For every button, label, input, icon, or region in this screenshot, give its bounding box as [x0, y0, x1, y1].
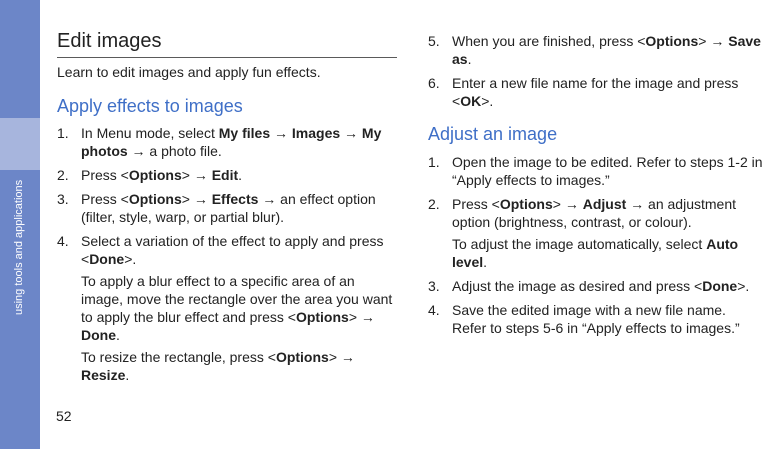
menu-term: Auto level [452, 236, 739, 270]
apply-effects-steps-continued [428, 32, 763, 116]
softkey-term: Done [702, 278, 738, 294]
menu-term: My files [218, 125, 271, 141]
note-text: To apply a blur effect to a specific area of an image, move the rectangle over the area you want to apply the blur effect and press < [81, 273, 393, 325]
note-text: To adjust the image automatically, select [452, 236, 707, 252]
softkey-term: Options [499, 196, 553, 212]
step-number: 3. [428, 278, 440, 294]
step-text: Adjust the image as desired and press < [452, 278, 703, 294]
note-text: . [116, 327, 120, 343]
step-text: → a photo file. [127, 143, 222, 159]
step-item [428, 74, 763, 110]
note-text: . [125, 367, 130, 383]
section-title-adjust-image: Adjust an image [428, 124, 558, 144]
step-item [57, 232, 397, 384]
chapter-label: using tools and applications [13, 179, 25, 315]
softkey-term: OK [460, 93, 482, 109]
step-item [428, 32, 763, 68]
step-number: 1. [57, 125, 69, 141]
menu-term: Save as [452, 33, 761, 67]
step-text: Press < [81, 167, 129, 183]
step-text: When you are finished, press < [452, 33, 646, 49]
step-number: 4. [57, 233, 69, 249]
step-text: Select a variation of the effect to apply and press < [81, 233, 384, 267]
arrow-text: > → [348, 309, 375, 325]
menu-term: Images [291, 125, 341, 141]
step-number: 4. [428, 302, 440, 318]
adjust-image-steps [428, 153, 763, 343]
step-number: 1. [428, 154, 440, 170]
menu-term: Effects [211, 191, 259, 207]
menu-term: Resize [81, 367, 126, 383]
note-text: To resize the rectangle, press < [81, 349, 276, 365]
step-item [57, 166, 397, 184]
step-note [81, 348, 397, 384]
title-divider [57, 57, 397, 58]
step-text: Open the image to be edited. Refer to steps 1-2 in “Apply effects to images.” [452, 154, 763, 188]
menu-term: My photos [81, 125, 382, 159]
step-number: 3. [57, 191, 69, 207]
softkey-term: Options [128, 191, 182, 207]
step-text: Save the edited image with a new file name. Refer to steps 5-6 in “Apply effects to images.” [452, 302, 740, 336]
step-text: . [467, 51, 472, 67]
section-title-apply-effects: Apply effects to images [57, 96, 243, 116]
step-text: → an adjustment option (brightness, contrast, or colour). [452, 196, 737, 230]
step-number: 6. [428, 75, 440, 91]
step-number: 2. [428, 196, 440, 212]
step-text: >. [737, 278, 750, 294]
step-note [452, 235, 763, 271]
step-note [81, 272, 397, 344]
step-text: >. [481, 93, 494, 109]
page-title: Edit images [57, 30, 162, 52]
softkey-term: Done [89, 251, 125, 267]
softkey-term: Options [128, 167, 182, 183]
step-item [428, 301, 763, 337]
arrow-text: > → [181, 191, 212, 207]
step-item [57, 190, 397, 226]
step-number: 5. [428, 33, 440, 49]
step-text: → an effect option (filter, style, warp, or partial blur). [81, 191, 376, 225]
step-number: 2. [57, 167, 69, 183]
step-item [428, 153, 763, 189]
step-item [428, 195, 763, 271]
step-text: . [238, 167, 243, 183]
note-text: . [483, 254, 488, 270]
menu-term: Adjust [582, 196, 627, 212]
arrow-text: > → [328, 349, 355, 365]
page-number: 52 [56, 408, 72, 424]
step-text: Press < [81, 191, 129, 207]
menu-term: Edit [211, 167, 239, 183]
apply-effects-steps [57, 124, 397, 390]
intro-text: Learn to edit images and apply fun effects. [57, 64, 321, 80]
arrow-text: → [340, 125, 362, 141]
step-text: Press < [452, 196, 500, 212]
menu-term: Done [81, 327, 116, 343]
step-text: >. [124, 251, 137, 267]
softkey-term: Options [645, 33, 699, 49]
arrow-text: > → [552, 196, 583, 212]
softkey-term: Options [275, 349, 329, 365]
arrow-text: > → [181, 167, 212, 183]
chapter-sidebar [0, 0, 40, 449]
step-item [57, 124, 397, 160]
step-text: Enter a new file name for the image and press < [452, 75, 739, 109]
step-text: In Menu mode, select [81, 125, 219, 141]
step-item [428, 277, 763, 295]
arrow-text: → [270, 125, 292, 141]
softkey-term: Options [295, 309, 349, 325]
arrow-text: > → [698, 33, 729, 49]
